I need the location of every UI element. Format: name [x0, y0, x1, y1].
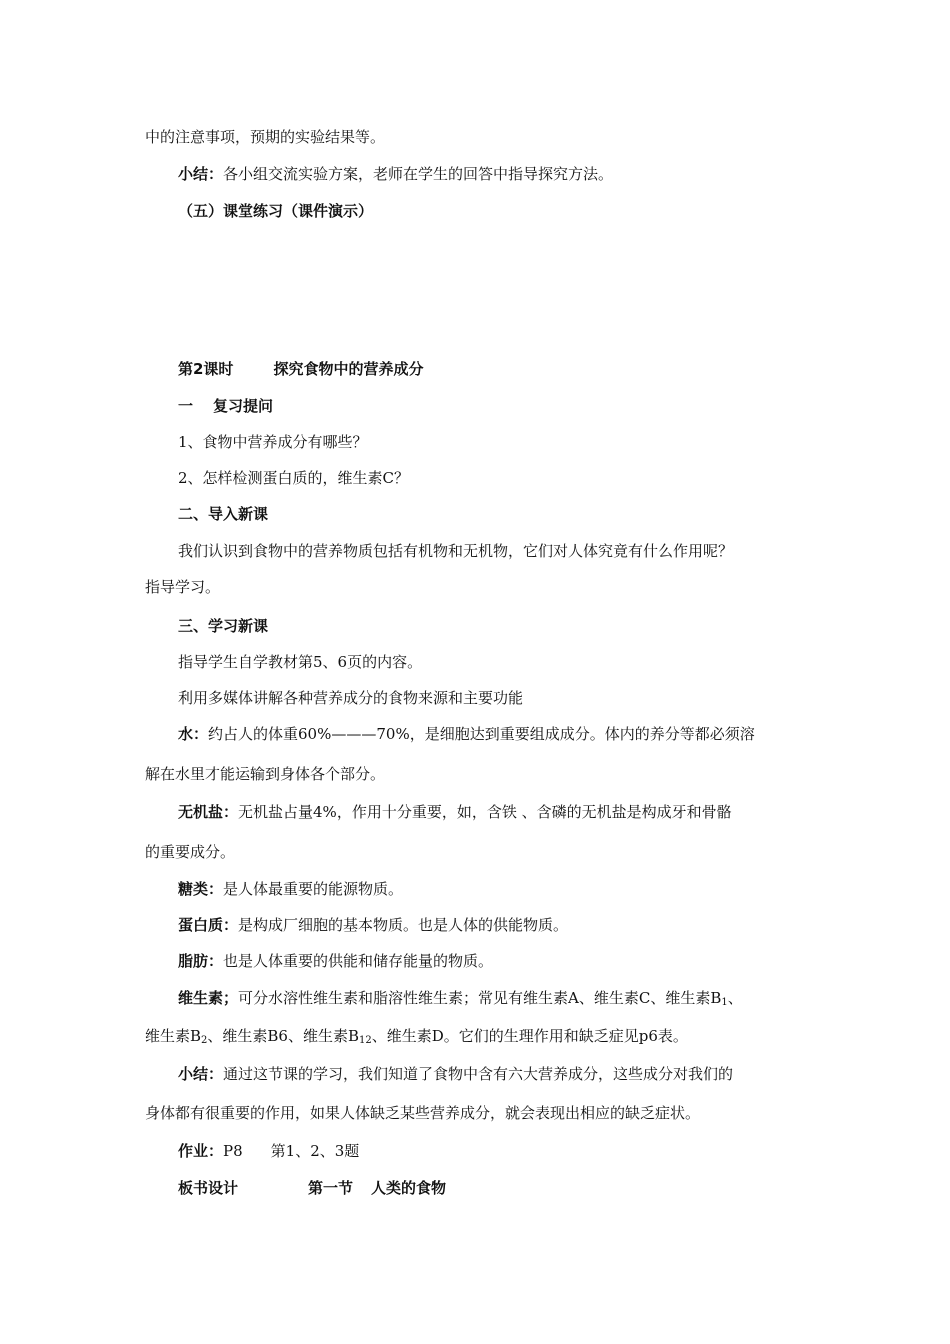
minerals-text: 无机盐占量4%，作用十分重要，如，含铁 、含磷的无机盐是构成牙和骨骼	[238, 803, 732, 821]
summary-label: 小结：	[178, 165, 224, 183]
water-paragraph-line-2: 解在水里才能运输到身体各个部分。	[145, 765, 386, 783]
fat-text: 也是人体重要的供能和储存能量的物质。	[223, 952, 494, 970]
fat-paragraph	[178, 951, 493, 971]
vitamin-text: 、维生素D。它们的生理作用和缺乏症见p6表。	[371, 1027, 688, 1045]
lesson-title	[178, 359, 423, 379]
vitamin-paragraph-line-2	[145, 1026, 688, 1051]
board-design-line	[178, 1178, 446, 1198]
homework-page: P8	[223, 1142, 243, 1160]
vitamin-subscript: 12	[359, 1035, 372, 1046]
board-title: 人类的食物	[371, 1179, 447, 1197]
section-heading-intro: 二、导入新课	[178, 505, 269, 523]
vitamin-subscript: 2	[201, 1035, 208, 1046]
vitamin-subscript: 1	[721, 997, 728, 1008]
section-heading-practice: （五）课堂练习（课件演示）	[178, 202, 374, 220]
paragraph-continuation: 中的注意事项，预期的实验结果等。	[145, 128, 386, 146]
lesson-number: 第2课时	[178, 360, 234, 378]
water-text: 约占人的体重60%———70%，是细胞达到重要组成成分。体内的养分等都必须溶	[208, 725, 755, 743]
fat-label: 脂肪：	[178, 952, 224, 970]
protein-text: 是构成厂细胞的基本物质。也是人体的供能物质。	[238, 916, 569, 934]
conclusion-text: 通过这节课的学习，我们知道了食物中含有六大营养成分，这些成分对我们的	[223, 1065, 734, 1083]
review-question-2: 2、怎样检测蛋白质的，维生素C？	[178, 469, 410, 487]
study-line-2: 利用多媒体讲解各种营养成分的食物来源和主要功能	[178, 689, 524, 707]
summary-text: 各小组交流实验方案，老师在学生的回答中指导探究方法。	[223, 165, 614, 183]
conclusion-label: 小结：	[178, 1065, 224, 1083]
section-heading-review	[178, 396, 273, 416]
homework-label: 作业：	[178, 1142, 224, 1160]
board-label: 板书设计	[178, 1179, 239, 1197]
section-title: 复习提问	[213, 397, 274, 415]
minerals-paragraph-line-1	[178, 802, 732, 822]
intro-line-2: 指导学习。	[145, 578, 221, 596]
intro-line-1: 我们认识到食物中的营养物质包括有机物和无机物，它们对人体究竟有什么作用呢？	[178, 542, 734, 560]
review-question-1: 1、食物中营养成分有哪些？	[178, 433, 368, 451]
board-section: 第一节	[308, 1179, 354, 1197]
protein-label: 蛋白质：	[178, 916, 239, 934]
vitamin-text: 、维生素B6、维生素B	[207, 1027, 359, 1045]
conclusion-paragraph-line-2: 身体都有很重要的作用，如果人体缺乏某些营养成分，就会表现出相应的缺乏症状。	[145, 1104, 701, 1122]
study-line-1: 指导学生自学教材第5、6页的内容。	[178, 653, 423, 671]
section-numeral: 一	[178, 397, 194, 415]
sugar-label: 糖类：	[178, 880, 224, 898]
water-label: 水：	[178, 725, 209, 743]
summary-paragraph	[178, 164, 613, 184]
vitamin-text: 可分水溶性维生素和脂溶性维生素；常见有维生素A、维生素C、维生素B	[238, 989, 722, 1007]
vitamin-text: 维生素B	[145, 1027, 202, 1045]
protein-paragraph	[178, 915, 568, 935]
lesson-name: 探究食物中的营养成分	[273, 360, 424, 378]
sugar-paragraph	[178, 879, 403, 899]
section-heading-study: 三、学习新课	[178, 617, 269, 635]
homework-line	[178, 1141, 359, 1161]
water-paragraph-line-1	[178, 724, 755, 744]
vitamin-text-end: 、	[727, 989, 743, 1007]
conclusion-paragraph-line-1	[178, 1064, 733, 1084]
minerals-paragraph-line-2: 的重要成分。	[145, 843, 236, 861]
homework-items: 第1、2、3题	[270, 1142, 360, 1160]
vitamin-paragraph-line-1	[178, 988, 743, 1013]
vitamin-label: 维生素；	[178, 989, 239, 1007]
sugar-text: 是人体最重要的能源物质。	[223, 880, 404, 898]
minerals-label: 无机盐：	[178, 803, 239, 821]
